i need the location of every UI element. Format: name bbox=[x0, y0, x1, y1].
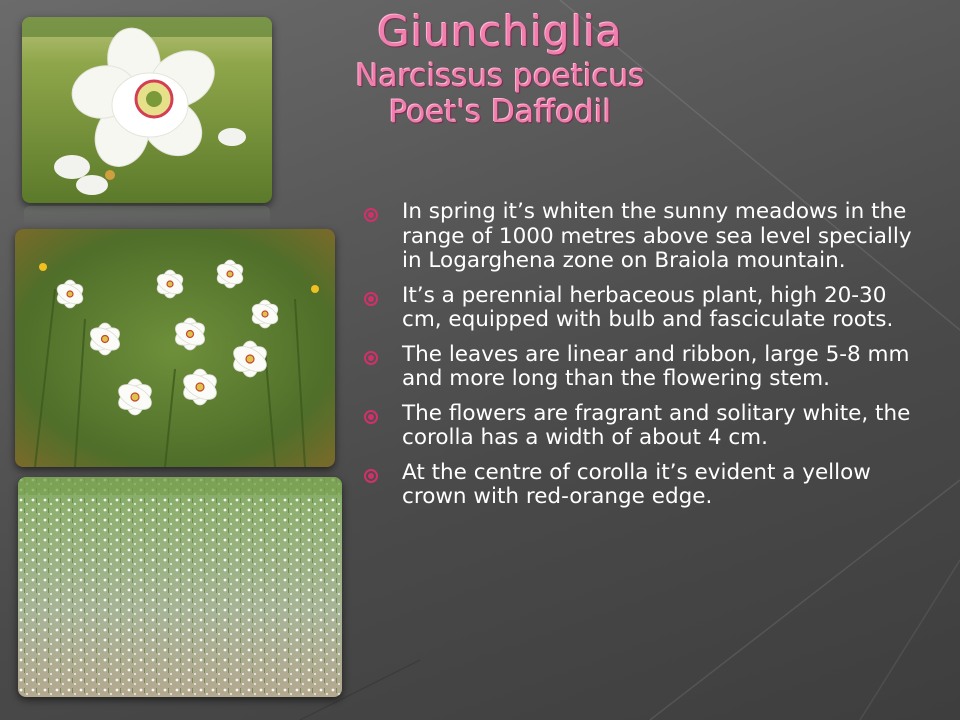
list-item-text: The flowers are fragrant and solitary white, the corolla has a width of about 4 cm. bbox=[402, 400, 911, 450]
description-list bbox=[362, 200, 922, 520]
list-item bbox=[362, 200, 922, 274]
common-name: Poet's Daffodil bbox=[388, 94, 612, 130]
circle-dot-icon bbox=[364, 469, 378, 483]
page-title: Giunchiglia bbox=[377, 7, 623, 56]
list-item-text: It’s a perennial herbaceous plant, high 20-30 cm, equipped with bulb and fasciculate roots. bbox=[402, 282, 894, 332]
circle-dot-icon bbox=[364, 292, 378, 306]
list-item-text: In spring it’s whiten the sunny meadows in the range of 1000 metres above sea level specially in Logarghena zone on Braiola mountain. bbox=[402, 199, 912, 273]
title-block bbox=[330, 6, 670, 130]
scientific-name: Narcissus poeticus bbox=[355, 58, 645, 94]
list-item bbox=[362, 343, 922, 392]
meadow-photo bbox=[18, 477, 342, 697]
photo-reflection bbox=[24, 206, 270, 226]
list-item bbox=[362, 284, 922, 333]
circle-dot-icon bbox=[364, 410, 378, 424]
daffodil-closeup-photo bbox=[22, 17, 272, 203]
list-item bbox=[362, 402, 922, 451]
list-item-text: The leaves are linear and ribbon, large 5-8 mm and more long than the flowering stem. bbox=[402, 341, 910, 391]
list-item-text: At the centre of corolla it’s evident a yellow crown with red-orange edge. bbox=[402, 459, 871, 509]
circle-dot-icon bbox=[364, 351, 378, 365]
list-item bbox=[362, 461, 922, 510]
circle-dot-icon bbox=[364, 208, 378, 222]
daffodil-cluster-photo bbox=[15, 229, 335, 467]
